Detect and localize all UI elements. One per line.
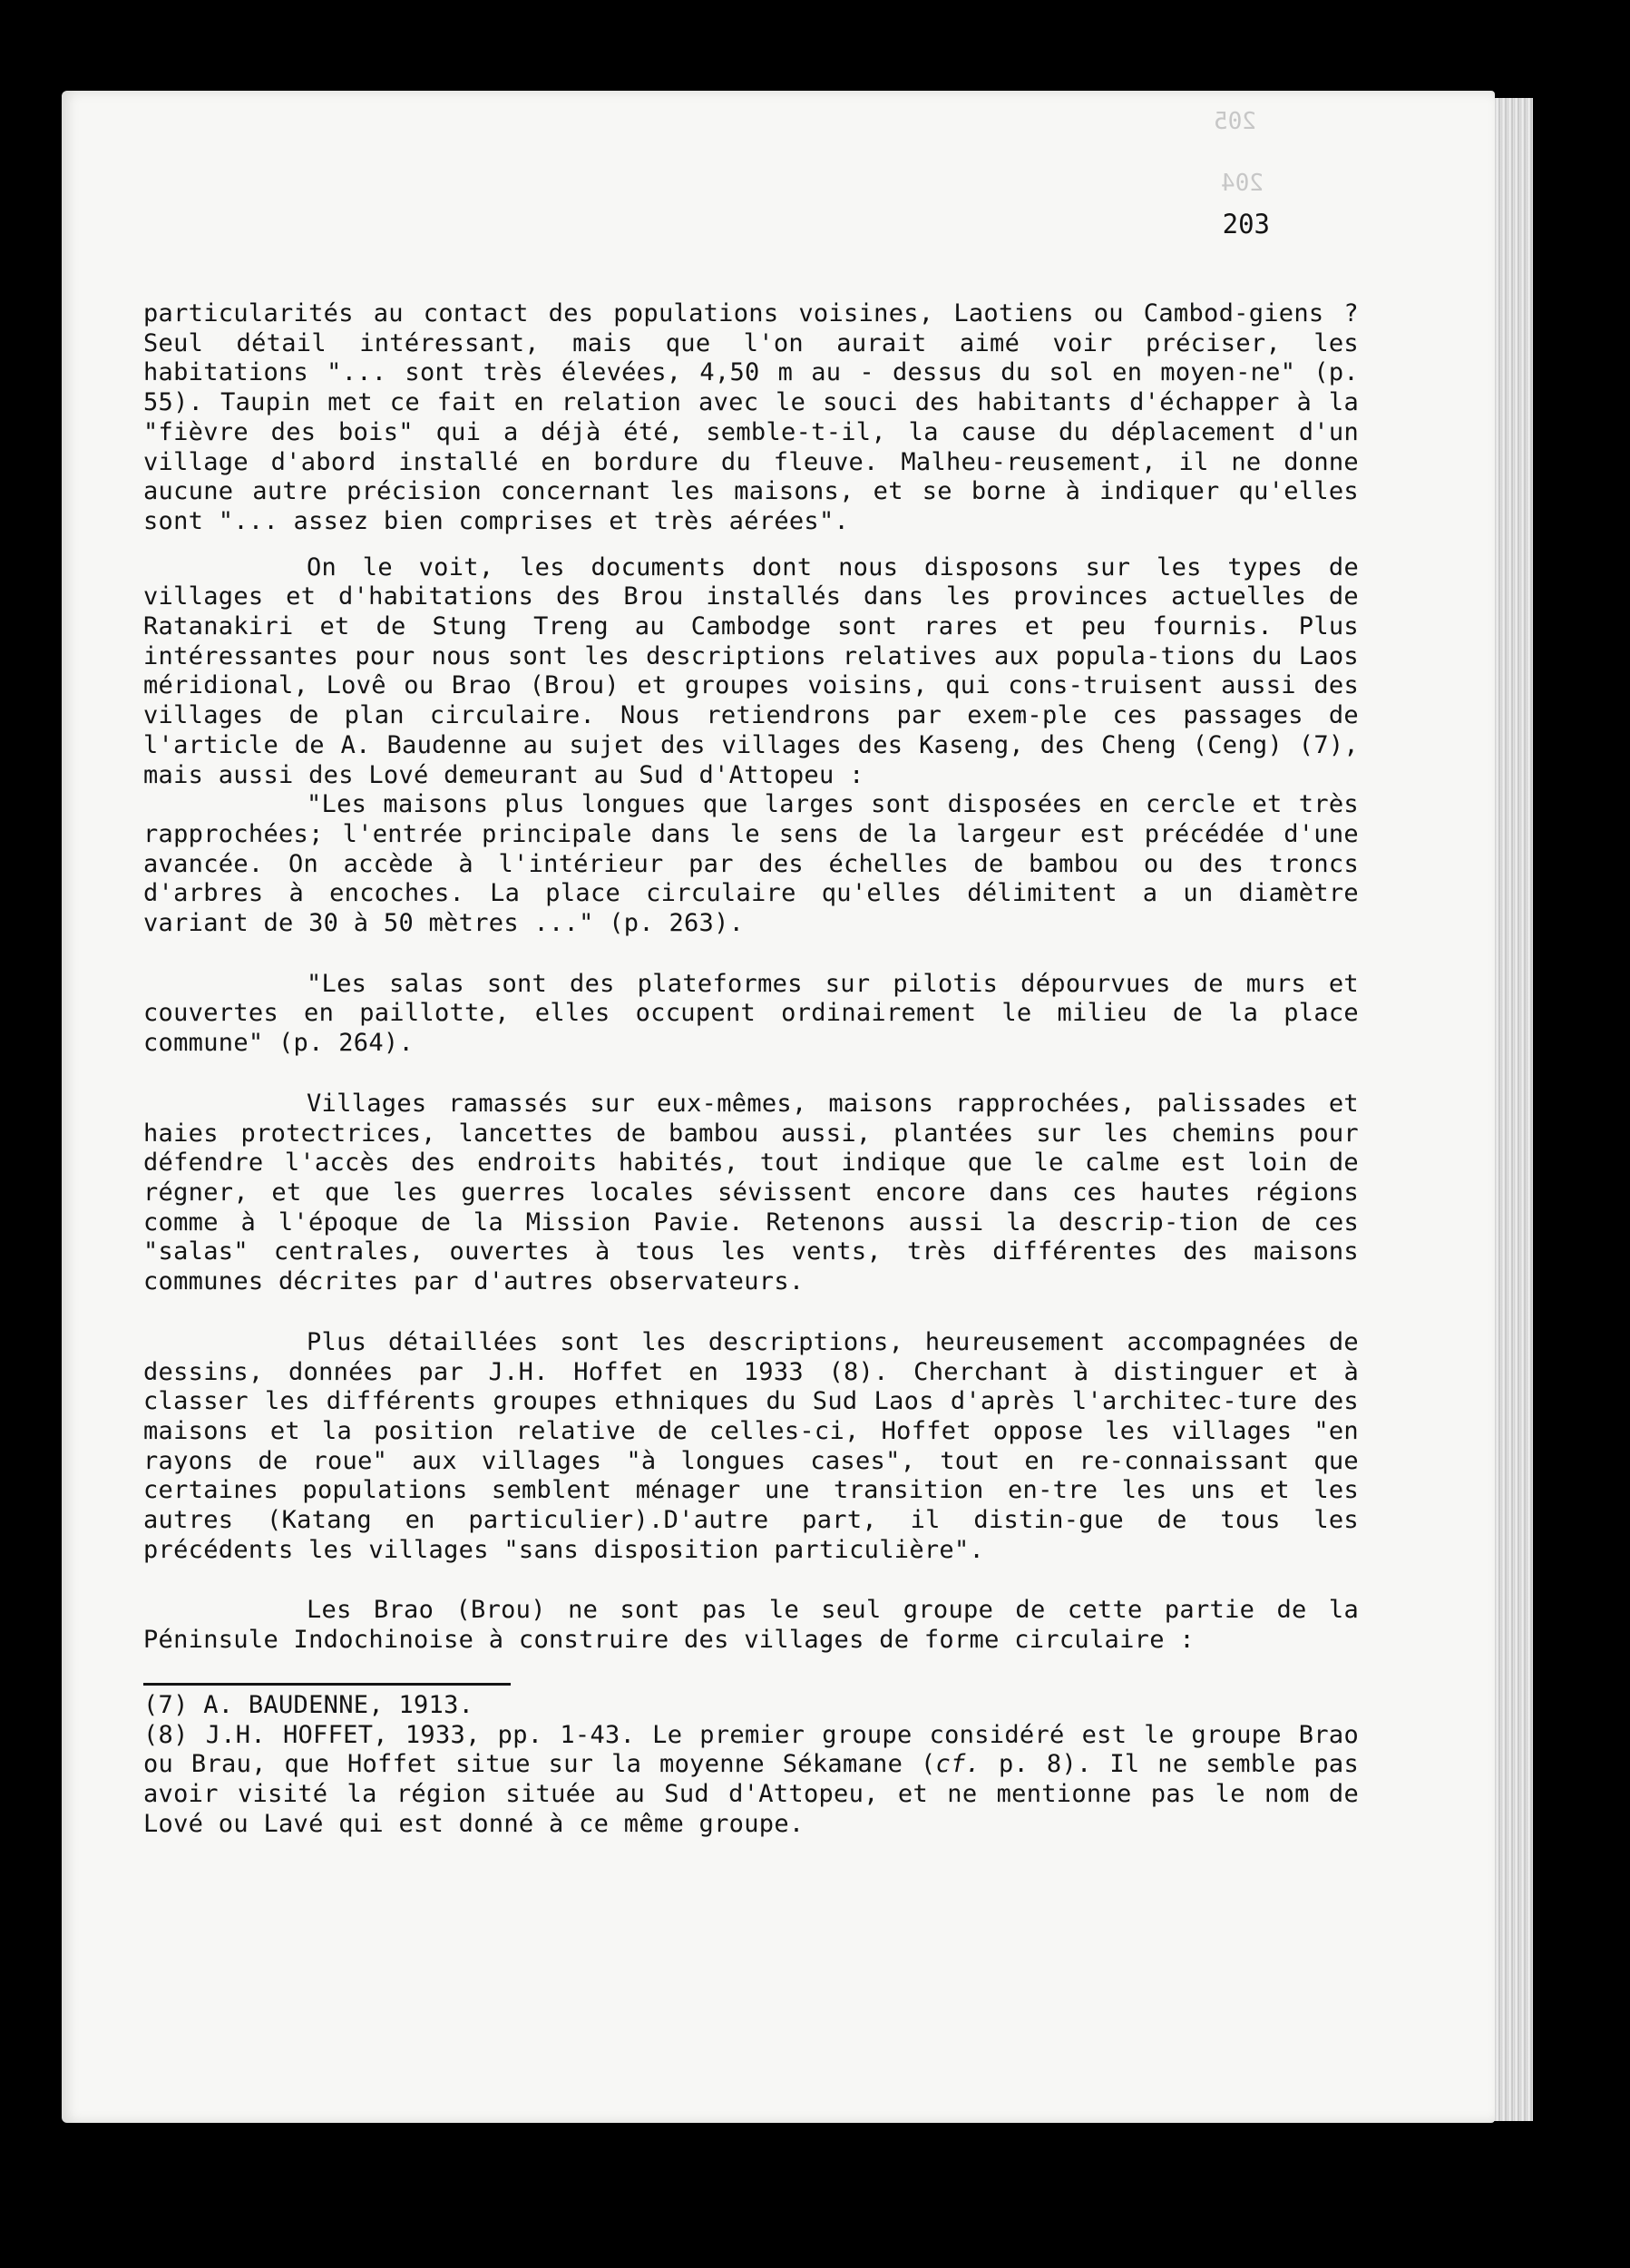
body-text bbox=[143, 299, 1359, 1839]
bleed-through-number: 205 bbox=[1214, 108, 1256, 135]
paragraph: particularités au contact des populations voisines, Laotiens ou Cambod-giens ? Seul détail intéressant, mais que l'on aurait aimé voir préciser, les habitations "... sont très élevées, 4,50 m au - dessus du sol en moyen-ne" (p. 55). Taupin met ce fait en relation avec le souci des habitants d'échapper à la "fièvre des bois" qui a déjà été, semble-t-il, la cause du déplacement d'un village d'abord installé en bordure du fleuve. Malheu-reusement, il ne donne aucune autre précision concernant les maisons, et se borne à indiquer qu'elles sont "... assez bien comprises et très aérées". bbox=[143, 299, 1359, 535]
block-quote: "Les maisons plus longues que larges sont disposées en cercle et très rapprochées; l'entrée principale dans le sens de la largeur est précédée d'une avancée. On accède à l'intérieur par des échelles de bambou ou des troncs d'arbres à encoches. La place circulaire qu'elles délimitent a un diamètre variant de 30 à 50 mètres ..." (p. 263). bbox=[143, 790, 1359, 938]
paragraph: Villages ramassés sur eux-mêmes, maisons rapprochées, palissades et haies protectrices, lancettes de bambou aussi, plantées sur les chemins pour défendre l'accès des endroits habités, tout indique que le calme est loin de régner, et que les guerres locales sévissent encore dans ces hautes régions comme à l'époque de la Mission Pavie. Retenons aussi la descrip-tion de ces "salas" centrales, ouvertes à tous les vents, très différentes des maisons communes décrites par d'autres observateurs. bbox=[143, 1089, 1359, 1296]
footnote: (7) A. BAUDENNE, 1913. bbox=[143, 1690, 474, 1719]
footnote-text: p. 8). Il ne semble pas avoir visité la région située au Sud d'Attopeu, et ne mentionne pas le nom de Lové ou Lavé qui est donné à ce même groupe. bbox=[143, 1750, 1359, 1838]
footnote bbox=[143, 1721, 1359, 1840]
block-quote: "Les salas sont des plateformes sur pilotis dépourvues de murs et couvertes en paillotte, elles occupent ordinairement le milieu de la place commune" (p. 264). bbox=[143, 969, 1359, 1058]
footnote-separator bbox=[143, 1683, 511, 1686]
paragraph: Les Brao (Brou) ne sont pas le seul groupe de cette partie de la Péninsule Indochinoise à construire des villages de forme circulaire : bbox=[143, 1596, 1359, 1655]
bleed-through-number: 204 bbox=[1221, 170, 1264, 197]
paragraph: Plus détaillées sont les descriptions, heureusement accompagnées de dessins, données par J.H. Hoffet en 1933 (8). Cherchant à distinguer et à classer les différents groupes ethniques du Sud Laos d'après l'architec-ture des maisons et la position relative de celles-ci, Hoffet oppose les villages "en rayons de roue" aux villages "à longues cases", tout en re-connaissant que certaines populations semblent ménager une transition en-tre les uns et les autres (Katang en particulier).D'autre part, il distin-gue de tous les précédents les villages "sans disposition particulière". bbox=[143, 1327, 1359, 1564]
page-number: 203 bbox=[1222, 209, 1270, 240]
footnote-text: (8) J.H. HOFFET, 1933, pp. 1-43. Le premier groupe considéré est le groupe Brao ou Brau, que Hoffet situe sur la moyenne Sékamane ( bbox=[143, 1720, 1359, 1779]
footnote-cf: cf. bbox=[935, 1750, 981, 1779]
paragraph: On le voit, les documents dont nous disposons sur les types de villages et d'habitations des Brou installés dans les provinces actuelles de Ratanakiri et de Stung Treng au Cambodge sont rares et peu fournis. Plus intéressantes pour nous sont les descriptions relatives aux popula-tions du Laos méridional, Lovê ou Brao (Brou) et groupes voisins, qui cons-truisent aussi des villages de plan circulaire. Nous retiendrons par exem-ple ces passages de l'article de A. Baudenne au sujet des villages des Kaseng, des Cheng (Ceng) (7), mais aussi des Lové demeurant au Sud d'Attopeu : bbox=[143, 552, 1359, 789]
